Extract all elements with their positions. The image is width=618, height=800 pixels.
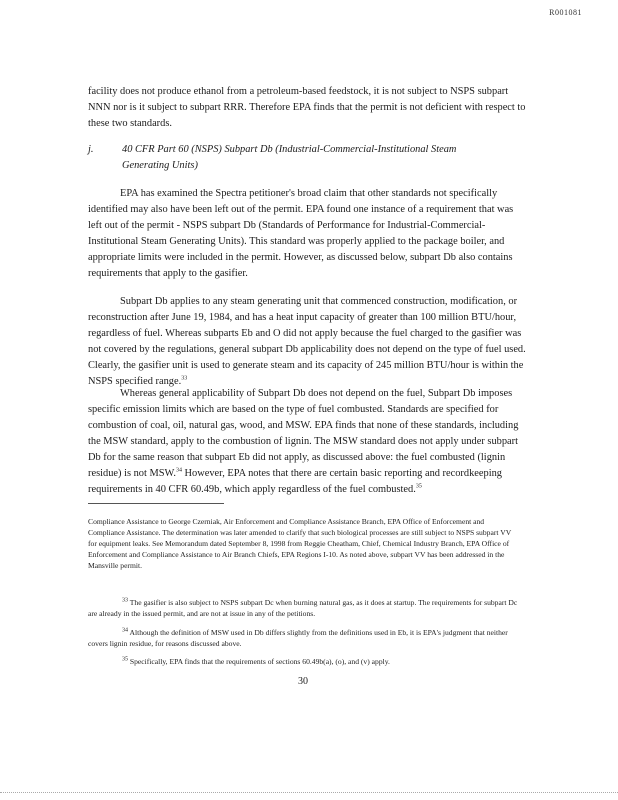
footnote-33 bbox=[88, 597, 518, 619]
paragraph-1: EPA has examined the Spectra petitioner's broad claim that other standards not specifically identified may also have been left out of the permit. EPA found one instance of a requirement that was left out of the permit - NSPS subpart Db (Standards of Performance for Industrial-Commercial-Institutional Steam Generating Units). This standard was properly applied to the package boiler, and appropriate limits were included in the permit. However, as discussed below, subpart Db also contains requirements that apply to the gasifier. bbox=[88, 188, 514, 279]
footnote-34 bbox=[88, 627, 518, 649]
footnote-ref-35: 35 bbox=[415, 483, 422, 490]
paragraph-3-text-b: However, EPA notes that there are certain basic reporting and recordkeeping requirements in 40 CFR 60.49b, which apply regardless of the fuel combusted. bbox=[88, 468, 502, 495]
footnote-35-text: Specifically, EPA finds that the requirements of sections 60.49b(a), (o), and (v) apply. bbox=[129, 657, 390, 666]
paragraph-2-text: Subpart Db applies to any steam generating unit that commenced construction, modification, or reconstruction after June 19, 1984, and has a heat input capacity of greater than 100 million BTU/hour, regardless of fuel. Whereas subparts Eb and O did not apply because the fuel charged to the gasifier was not covered by the regulations, general subpart Db applicability does not depend on the type of fuel used. Clearly, the gasifier unit is used to generate steam and its capacity of 245 million BTU/hour is within the NSPS specified range. bbox=[88, 296, 526, 387]
page-number: 30 bbox=[298, 676, 308, 687]
footnote-33-text: The gasifier is also subject to NSPS subpart Dc when burning natural gas, as it does at startup. The requirements for subpart Dc are already in the issued permit, and are not at issue in any of the petitions. bbox=[88, 598, 518, 618]
footnote-ref-33: 33 bbox=[181, 375, 188, 382]
paragraph-3 bbox=[88, 386, 528, 498]
footnote-35-mark: 35 bbox=[122, 656, 128, 663]
footnote-continued: Compliance Assistance to George Czerniak, Air Enforcement and Compliance Assistance Branch, EPA Office of Enforcement and Compliance Assistance. The determination was later amended to clarify that such biological processes are still subject to NSPS subpart VV for equipment leaks. See Memorandum dated September 8, 1998 from Reggie Cheatham, Chief, Chemical Industry Branch, EPA Office of Enforcement and Compliance Assistance to Air Branch Chiefs, EPA Regions I-10. As noted above, subpart VV has been addressed in the Mansville permit. bbox=[88, 517, 512, 570]
intro-paragraph: facility does not produce ethanol from a petroleum-based feedstock, it is not subject to NSPS subpart NNN nor is it subject to subpart RRR. Therefore EPA finds that the permit is not deficient with respect to these two standards. bbox=[88, 86, 526, 129]
footnote-34-mark: 34 bbox=[122, 627, 128, 634]
footnote-divider bbox=[88, 503, 224, 504]
footnote-33-mark: 33 bbox=[122, 597, 128, 604]
footnote-34-text: Although the definition of MSW used in Db differs slightly from the definitions used in Eb, it is EPA's judgment that neither covers lignin residue, for reasons discussed above. bbox=[88, 628, 508, 648]
bates-number: R001081 bbox=[549, 8, 582, 17]
paragraph-3-text-a: Whereas general applicability of Subpart Db does not depend on the fuel, Subpart Db imposes specific emission limits which are based on the type of fuel combusted. Standards are specified for combustion of coal, oil, natural gas, wood, and MSW. EPA finds that none of these standards, including the MSW standard, apply to the combustion of lignin. The MSW standard does not apply under subpart Db for the same reason that subpart Eb did not apply, as discussed above: the fuel combusted (lignin residue) is not MSW. bbox=[88, 388, 519, 479]
section-title: 40 CFR Part 60 (NSPS) Subpart Db (Industrial-Commercial-Institutional Steam Generating Units) bbox=[122, 144, 457, 171]
paragraph-2 bbox=[88, 294, 528, 390]
footnote-ref-34: 34 bbox=[175, 467, 182, 474]
scan-edge-line bbox=[0, 792, 618, 793]
footnote-35 bbox=[88, 656, 518, 667]
section-number: j. bbox=[88, 144, 94, 155]
